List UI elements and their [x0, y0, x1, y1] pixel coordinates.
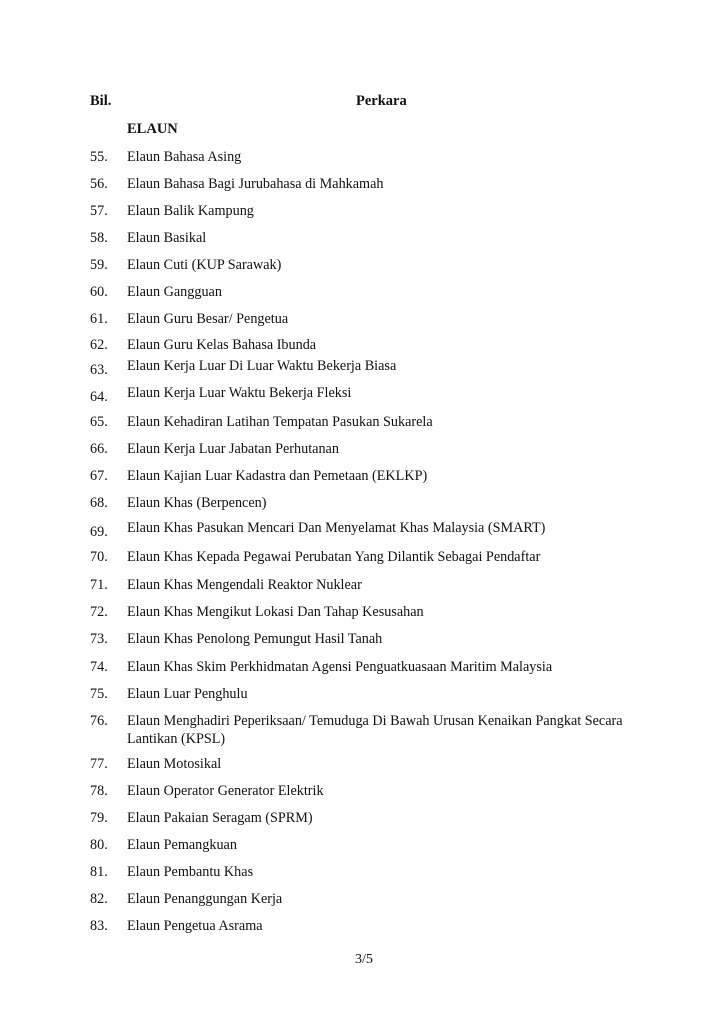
item-text: Elaun Pemangkuan: [127, 837, 237, 853]
item-number: 57.: [90, 203, 108, 219]
item-text: Elaun Basikal: [127, 230, 207, 246]
item-text: Elaun Kehadiran Latihan Tempatan Pasukan Sukarela: [127, 414, 433, 430]
item-text: Elaun Bahasa Asing: [127, 149, 242, 165]
item-number: 74.: [90, 659, 108, 675]
item-number: 79.: [90, 810, 108, 826]
item-number: 78.: [90, 783, 108, 799]
item-text: Elaun Motosikal: [127, 756, 222, 772]
item-number: 66.: [90, 441, 108, 457]
item-number: 80.: [90, 837, 108, 853]
item-number: 71.: [90, 577, 108, 593]
header-perkara: Perkara: [356, 93, 407, 109]
item-text: Elaun Khas Skim Perkhidmatan Agensi Penguatkuasaan Maritim Malaysia: [127, 659, 553, 675]
page-number-text: 3/5: [355, 952, 373, 967]
item-number: 81.: [90, 864, 108, 880]
item-text: Elaun Gangguan: [127, 284, 222, 300]
item-text: Elaun Guru Kelas Bahasa Ibunda: [127, 337, 317, 353]
item-text: Elaun Guru Besar/ Pengetua: [127, 311, 289, 327]
header-bil: Bil.: [90, 93, 112, 109]
item-text: Elaun Luar Penghulu: [127, 686, 248, 702]
item-number: 64.: [90, 389, 108, 405]
item-text: Elaun Pembantu Khas: [127, 864, 254, 880]
item-number: 62.: [90, 337, 108, 353]
item-number: 65.: [90, 414, 108, 430]
item-number: 58.: [90, 230, 108, 246]
item-number: 59.: [90, 257, 108, 273]
item-text: Elaun Kajian Luar Kadastra dan Pemetaan (EKLKP): [127, 468, 428, 484]
item-text: Elaun Operator Generator Elektrik: [127, 783, 324, 799]
item-text: Elaun Khas Pasukan Mencari Dan Menyelamat Khas Malaysia (SMART): [127, 520, 546, 536]
page-number: [0, 952, 728, 968]
item-number: 75.: [90, 686, 108, 702]
item-text: Elaun Khas Mengendali Reaktor Nuklear: [127, 577, 362, 593]
item-text: Elaun Kerja Luar Di Luar Waktu Bekerja Biasa: [127, 358, 397, 374]
item-number: 67.: [90, 468, 108, 484]
item-number: 83.: [90, 918, 108, 934]
item-number: 69.: [90, 524, 108, 540]
item-number: 55.: [90, 149, 108, 165]
item-text: Elaun Bahasa Bagi Jurubahasa di Mahkamah: [127, 176, 384, 192]
item-number: 56.: [90, 176, 108, 192]
item-text: Elaun Khas Mengikut Lokasi Dan Tahap Kesusahan: [127, 604, 424, 620]
item-number: 73.: [90, 631, 108, 647]
item-text: Elaun Khas (Berpencen): [127, 495, 267, 511]
item-text: Elaun Khas Kepada Pegawai Perubatan Yang Dilantik Sebagai Pendaftar: [127, 549, 541, 565]
item-text: Elaun Penanggungan Kerja: [127, 891, 283, 907]
section-title: ELAUN: [127, 121, 178, 137]
item-text: Elaun Kerja Luar Waktu Bekerja Fleksi: [127, 385, 352, 401]
item-text: Elaun Kerja Luar Jabatan Perhutanan: [127, 441, 339, 457]
item-number: 82.: [90, 891, 108, 907]
item-number: 60.: [90, 284, 108, 300]
item-text: Elaun Menghadiri Peperiksaan/ Temuduga Di Bawah Urusan Kenaikan Pangkat Secara Lantikan (KPSL): [127, 713, 623, 747]
item-number: 68.: [90, 495, 108, 511]
item-number: 63.: [90, 362, 108, 378]
table-header: [90, 93, 690, 113]
item-number: 70.: [90, 549, 108, 565]
item-text: Elaun Balik Kampung: [127, 203, 254, 219]
item-number: 77.: [90, 756, 108, 772]
item-number: 72.: [90, 604, 108, 620]
item-number: 61.: [90, 311, 108, 327]
item-text: Elaun Khas Penolong Pemungut Hasil Tanah: [127, 631, 383, 647]
item-text: Elaun Pengetua Asrama: [127, 918, 263, 934]
item-text: Elaun Pakaian Seragam (SPRM): [127, 810, 313, 826]
item-text: Elaun Cuti (KUP Sarawak): [127, 257, 282, 273]
item-number: 76.: [90, 713, 108, 729]
